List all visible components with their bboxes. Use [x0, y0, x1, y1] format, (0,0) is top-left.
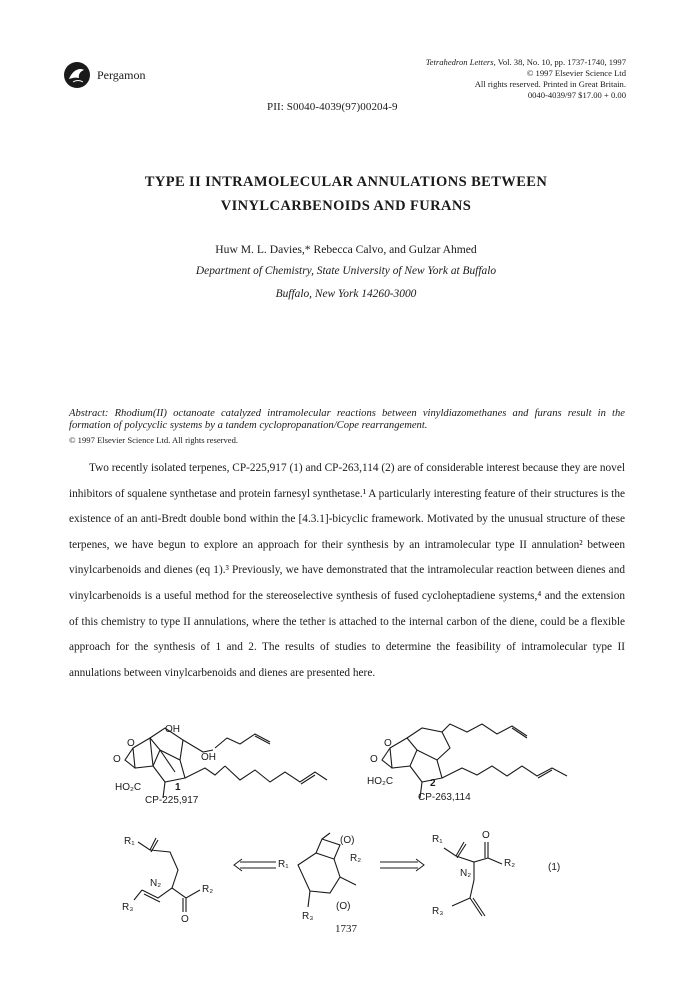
rights-line: All rights reserved. Printed in Great Britain.: [474, 79, 626, 89]
eq-left-r1: R₁: [124, 836, 135, 847]
body-paragraph: Two recently isolated terpenes, CP-225,917 (1) and CP-263,114 (2) are of considerable interest because they are novel inhibitors of squalene synthetase and protein farnesyl synthetase.¹ A particularly interesting feature of their structures is the existence of an anti-Bredt double bond within the [4.3.1]-bicyclic framework. Motivated by the unusual structure of these terpenes, we have begun to explore an approach for their synthesis by an intramolecular type II annulation² between vinylcarbenoids and dienes (eq 1).³ Previously, we have demonstrated that the intramolecular reaction between dienes and vinylcarbenoids is a useful method for the stereoselective synthesis of fused cycloheptadiene systems,⁴ and the extension of this chemistry to type II annulations, where the tether is attached to the internal carbon of the diene, could be a flexible approach for the synthesis of 1 and 2. The results of studies to determine the feasibility of intramolecular type II annulations between vinylcarbenoids and dienes are presented here.: [69, 462, 625, 679]
compound-2-name: CP-263,114: [418, 792, 471, 803]
abstract-copyright: © 1997 Elsevier Science Ltd. All rights reserved.: [69, 435, 239, 445]
copyright-line: © 1997 Elsevier Science Ltd: [526, 68, 626, 78]
eq-mid-o-paren-bottom: (O): [336, 901, 351, 912]
arrow-right: [380, 858, 426, 872]
compound-1-oh-label: OH: [165, 724, 180, 735]
compound-1-number: 1: [175, 782, 181, 793]
eq-right-r3: R₃: [432, 906, 444, 917]
compound-2-number: 2: [430, 778, 436, 789]
eq-mid-r3: R₃: [302, 911, 314, 922]
article-title-line-1: TYPE II INTRAMOLECULAR ANNULATIONS BETWEEN: [144, 174, 548, 190]
publisher-logo: [63, 61, 91, 89]
compound-1-structure: [105, 720, 335, 810]
compound-2-structure: [362, 720, 592, 810]
compound-2-acid-label: HO₂C: [367, 776, 394, 787]
eq-right-n2: N₂: [460, 868, 472, 879]
eq-mid-r1: R₁: [278, 859, 289, 870]
publisher-name: Pergamon: [97, 68, 146, 82]
eq-left-r2: R₂: [202, 884, 214, 895]
page-number: 1737: [335, 923, 357, 935]
journal-citation: , Vol. 38, No. 10, pp. 1737-1740, 1997: [493, 57, 626, 67]
arrow-left: [232, 858, 276, 872]
eq-mid-r2: R₂: [350, 853, 362, 864]
compound-1-name: CP-225,917: [145, 795, 199, 806]
eq-right-r1: R₁: [432, 834, 443, 845]
affiliation-line-1: Department of Chemistry, State University of New York at Buffalo: [195, 265, 497, 277]
eq-left-o: O: [181, 914, 189, 925]
price-line: 0040-4039/97 $17.00 + 0.00: [527, 90, 626, 100]
authors: Huw M. L. Davies,* Rebecca Calvo, and Gulzar Ahmed: [215, 243, 477, 256]
body-text: [69, 456, 625, 686]
equation-number: (1): [548, 862, 561, 873]
affiliation-line-2: Buffalo, New York 14260-3000: [275, 288, 417, 300]
pii: PII: S0040-4039(97)00204-9: [267, 101, 398, 113]
compound-2-o-label-2: O: [370, 754, 378, 765]
eq-mid-o-paren-top: (O): [340, 835, 355, 846]
equation-1-product: [278, 825, 378, 935]
article-title-line-2: VINYLCARBENOIDS AND FURANS: [220, 198, 472, 214]
journal-info: [426, 57, 626, 101]
equation-1-right-precursor: [430, 822, 590, 932]
abstract: Abstract: Rhodium(II) octanoate catalyzed intramolecular reactions between vinyldiazomethanes and furans result in the formation of polycyclic systems by a tandem cyclopropanation/Cope rearrangement.: [69, 408, 625, 431]
eq-right-o: O: [482, 830, 490, 841]
eq-left-n2: N₂: [150, 878, 162, 889]
compound-1-o-label-2: O: [113, 754, 121, 765]
eq-right-r2: R₂: [504, 858, 516, 869]
journal-title: Tetrahedron Letters: [425, 57, 494, 67]
compound-1-oh-label-2: OH: [201, 752, 216, 763]
journal-citation-line: [426, 57, 626, 68]
compound-1-acid-label: HO₂C: [115, 782, 142, 793]
equation-1-left-precursor: [120, 830, 220, 930]
eq-left-r3: R₃: [122, 902, 134, 913]
compound-2-o-label: O: [384, 738, 392, 749]
compound-1-o-label: O: [127, 738, 135, 749]
